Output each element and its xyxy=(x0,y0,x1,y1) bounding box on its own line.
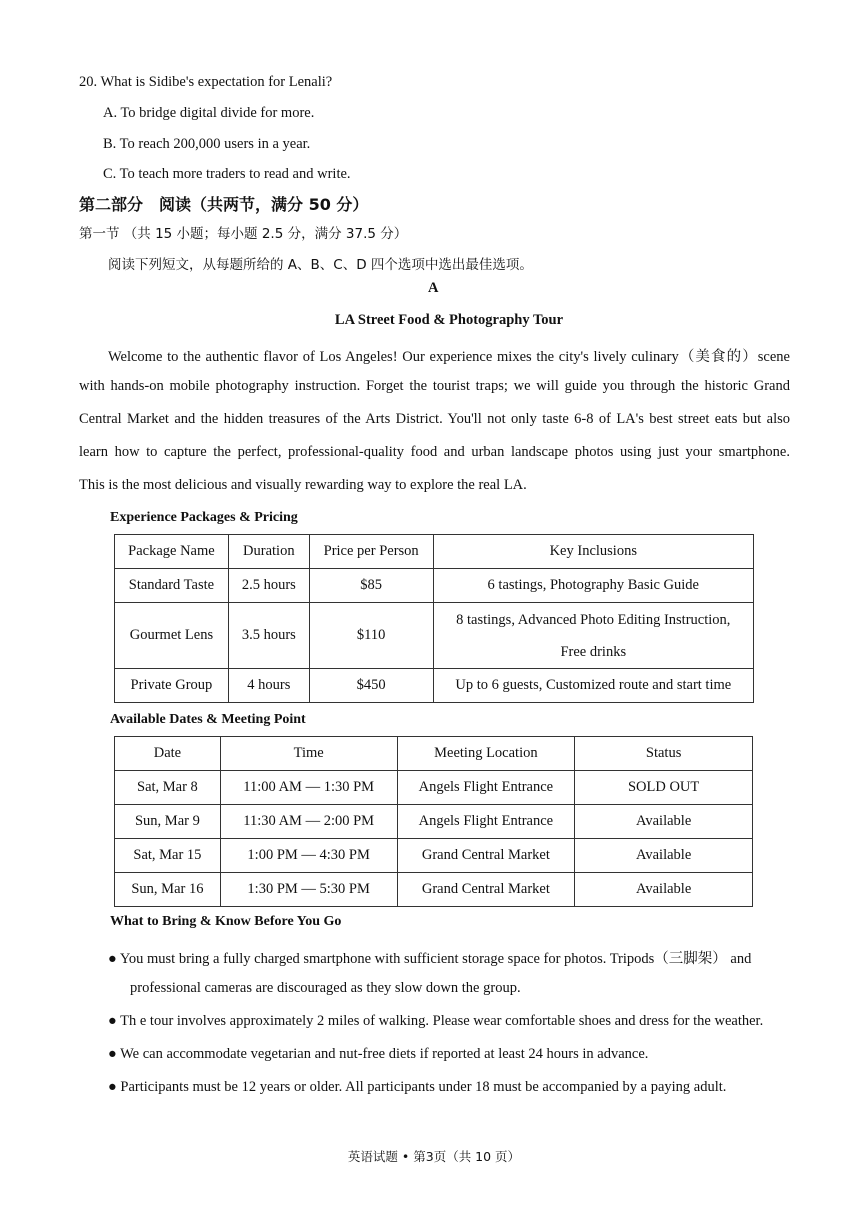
table-row xyxy=(115,839,753,873)
date-cell: Sun, Mar 16 xyxy=(115,873,221,907)
table-row xyxy=(115,771,753,805)
bring-item-1-line-1: You must bring a fully charged smartphone with sufficient storage space for photos. Tripods（三脚架） and xyxy=(119,951,752,967)
passage-line-1: Welcome to the authentic flavor of Los Angeles! Our experience mixes the city's lively culinary（美食的）scene xyxy=(108,349,790,365)
package-inclusions: Up to 6 guests, Customized route and start time xyxy=(433,669,753,703)
packages-header-inclusions: Key Inclusions xyxy=(433,535,753,569)
passage-line-2: with hands-on mobile photography instruction. Forget the tourist traps; we will guide you through the historic Grand xyxy=(79,378,790,394)
table-row xyxy=(115,873,753,907)
packages-header-duration: Duration xyxy=(228,535,309,569)
packages-table xyxy=(114,534,754,703)
table-row xyxy=(115,669,754,703)
package-inclusions: 6 tastings, Photography Basic Guide xyxy=(433,569,753,603)
time-cell: 11:30 AM — 2:00 PM xyxy=(220,805,397,839)
dates-header-row xyxy=(115,737,753,771)
location-cell: Angels Flight Entrance xyxy=(397,805,575,839)
passage-line-4: learn how to capture the perfect, professional-quality food and urban landscape photos using just your smartphone. xyxy=(79,444,790,460)
table-row xyxy=(115,805,753,839)
time-cell: 1:00 PM — 4:30 PM xyxy=(220,839,397,873)
question-20-stem: 20. What is Sidibe's expectation for Lenali? xyxy=(79,74,333,90)
package-price: $85 xyxy=(309,569,433,603)
date-cell: Sat, Mar 8 xyxy=(115,771,221,805)
question-20-option-a: A. To bridge digital divide for more. xyxy=(103,105,315,121)
page-footer: 英语试题 • 第3页（共 10 页） xyxy=(347,1149,521,1164)
package-inclusions-line-2: Free drinks xyxy=(560,643,627,660)
list-item xyxy=(108,1046,648,1063)
part-2-title: 第二部分 阅读（共两节，满分 50 分） xyxy=(79,195,369,214)
bring-item-4: Participants must be 12 years or older. All participants under 18 must be accompanied by a paying adult. xyxy=(120,1079,727,1095)
passage-label: A xyxy=(428,280,439,296)
package-duration: 2.5 hours xyxy=(228,569,309,603)
package-name: Standard Taste xyxy=(115,569,229,603)
status-cell: SOLD OUT xyxy=(575,771,753,805)
date-cell: Sat, Mar 15 xyxy=(115,839,221,873)
bullet-icon: ● xyxy=(108,951,117,967)
location-cell: Angels Flight Entrance xyxy=(397,771,575,805)
bullet-icon: ● xyxy=(108,1013,117,1029)
package-price: $450 xyxy=(309,669,433,703)
package-duration: 3.5 hours xyxy=(228,603,309,669)
dates-header-time: Time xyxy=(220,737,397,771)
bring-heading: What to Bring & Know Before You Go xyxy=(110,914,342,929)
bullet-icon: ● xyxy=(108,1079,117,1095)
dates-table xyxy=(114,736,753,907)
dates-header-status: Status xyxy=(575,737,753,771)
time-cell: 1:30 PM — 5:30 PM xyxy=(220,873,397,907)
package-inclusions-line-1: 8 tastings, Advanced Photo Editing Instruction, xyxy=(456,611,731,628)
package-duration: 4 hours xyxy=(228,669,309,703)
dates-heading: Available Dates & Meeting Point xyxy=(110,712,306,727)
location-cell: Grand Central Market xyxy=(397,839,575,873)
bring-item-2: Th e tour involves approximately 2 miles of walking. Please wear comfortable shoes and dress for the weather. xyxy=(120,1013,764,1029)
packages-header-row xyxy=(115,535,754,569)
status-cell: Available xyxy=(575,839,753,873)
package-price: $110 xyxy=(309,603,433,669)
dates-header-date: Date xyxy=(115,737,221,771)
passage-title: LA Street Food & Photography Tour xyxy=(334,312,564,328)
dates-header-location: Meeting Location xyxy=(397,737,575,771)
section-1-title: 第一节 （共 15 小题；每小题 2.5 分，满分 37.5 分） xyxy=(79,226,408,242)
list-item xyxy=(108,947,751,968)
location-cell: Grand Central Market xyxy=(397,873,575,907)
list-item xyxy=(108,1079,726,1096)
question-20-option-b: B. To reach 200,000 users in a year. xyxy=(103,136,311,152)
table-row xyxy=(115,569,754,603)
bullet-icon: ● xyxy=(108,1046,117,1062)
package-name: Gourmet Lens xyxy=(115,603,229,669)
packages-header-price: Price per Person xyxy=(309,535,433,569)
passage-line-3: Central Market and the hidden treasures of the Arts District. You'll not only taste 6-8 of LA's best street eats but also xyxy=(79,411,790,427)
package-inclusions xyxy=(433,603,753,669)
status-cell: Available xyxy=(575,805,753,839)
packages-header-name: Package Name xyxy=(115,535,229,569)
packages-heading: Experience Packages & Pricing xyxy=(110,510,298,525)
bring-item-3: We can accommodate vegetarian and nut-free diets if reported at least 24 hours in advance. xyxy=(120,1046,649,1062)
status-cell: Available xyxy=(575,873,753,907)
bring-item-1-line-2: professional cameras are discouraged as they slow down the group. xyxy=(130,980,521,996)
date-cell: Sun, Mar 9 xyxy=(115,805,221,839)
list-item xyxy=(108,1013,763,1030)
time-cell: 11:00 AM — 1:30 PM xyxy=(220,771,397,805)
package-name: Private Group xyxy=(115,669,229,703)
reading-instruction: 阅读下列短文，从每题所给的 A、B、C、D 四个选项中选出最佳选项。 xyxy=(108,257,533,273)
question-20-option-c: C. To teach more traders to read and write. xyxy=(103,166,351,182)
passage-line-5: This is the most delicious and visually rewarding way to explore the real LA. xyxy=(79,477,527,493)
table-row xyxy=(115,603,754,669)
